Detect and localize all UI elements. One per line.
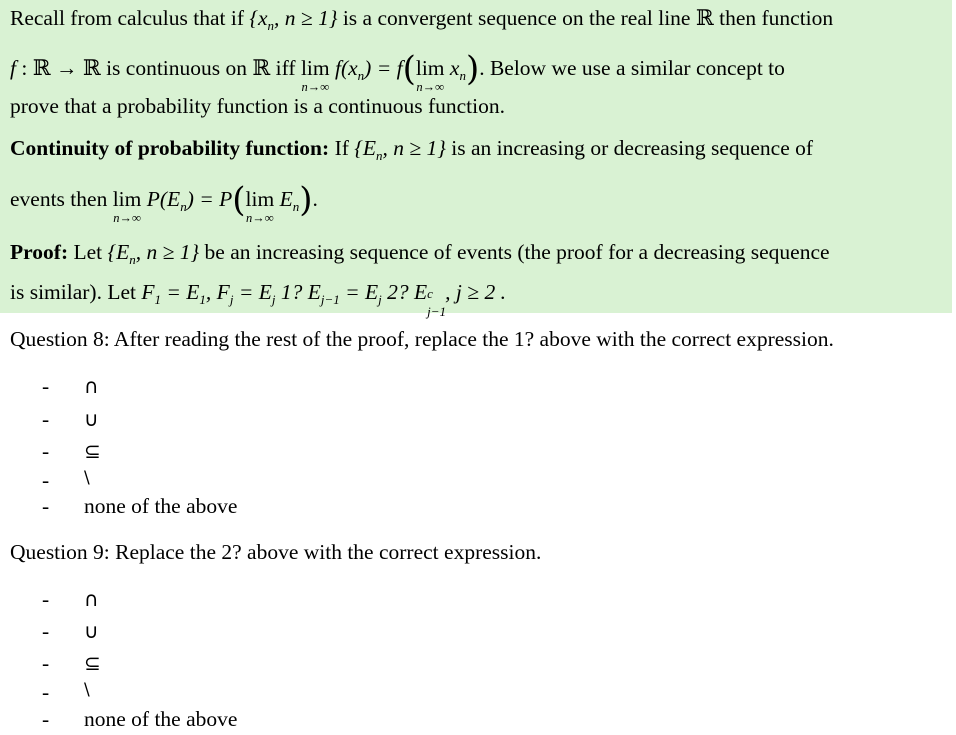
math-superscript: c	[427, 286, 433, 301]
bullet: -	[42, 619, 50, 643]
union-symbol: ∪	[84, 619, 99, 643]
math-expression: = E	[161, 280, 200, 304]
theorem-label: Continuity of probability function:	[10, 136, 330, 160]
math-sequence: {E	[107, 240, 130, 264]
limit-operator	[112, 187, 142, 225]
math-sequence: {E	[354, 136, 376, 160]
math-subscript: j−1	[427, 304, 447, 319]
question-9-text: Question 9: Replace the 2? above with the correct expression.	[10, 540, 542, 564]
intro-text: iff	[270, 56, 301, 80]
proof-line-2	[10, 280, 506, 319]
math-expression: f(x	[329, 56, 358, 80]
math-variable: x	[444, 56, 460, 80]
bullet: -	[42, 468, 50, 492]
bullet: -	[42, 707, 50, 731]
math-sequence-rest: , n ≥ 1}	[135, 240, 200, 264]
set-difference-symbol: \	[84, 468, 90, 488]
math-subscript: n	[376, 148, 383, 163]
bullet: -	[42, 587, 50, 611]
math-expression: ) = P	[186, 187, 233, 211]
intro-text: is a convergent sequence on the real line	[337, 6, 696, 30]
option-none-label: none of the above	[84, 494, 238, 518]
math-expression: = E	[233, 280, 272, 304]
theorem-line-2: events then lim n→∞ $P(E_n) = P(\lim$ n→∞ $E_n$).	[10, 180, 318, 225]
subset-symbol: ⊆	[84, 651, 101, 675]
subset-symbol: ⊆	[84, 439, 101, 463]
math-subscript: n	[180, 199, 187, 214]
lim-subscript: n→∞	[246, 211, 274, 225]
proof-label: Proof:	[10, 240, 69, 264]
math-sequence: {x	[249, 6, 268, 30]
math-variable: F	[141, 280, 155, 304]
math-sequence-rest: , n ≥ 1}	[382, 136, 446, 160]
theorem-text: is an increasing or decreasing sequence of	[445, 136, 814, 160]
lim-word: lim	[112, 187, 142, 211]
intro-text: . Below we use a similar concept to	[479, 56, 785, 80]
lim-word: lim	[245, 187, 275, 211]
intro-line-2: f : ℝ → ℝ is continuous on ℝ iff lim n→∞ $f(x_n) = f(\lim$ n→∞ $x_n$). Below we use a similar concept to	[10, 49, 785, 94]
proof-line-1	[10, 242, 830, 266]
option-none-label: none of the above	[84, 707, 238, 731]
math-subscript: j	[378, 292, 382, 307]
math-variable: E	[274, 187, 293, 211]
lim-word: lim	[415, 56, 445, 80]
theorem-line-1	[10, 138, 813, 162]
lim-subscript: n→∞	[113, 211, 141, 225]
set-difference-symbol: \	[84, 680, 90, 700]
math-subscript: j−1	[320, 292, 340, 307]
blank-1-expression: 1? E	[275, 280, 321, 304]
math-expression: ) = f	[364, 56, 403, 80]
math-subscript: 1	[154, 292, 162, 307]
math-subscript: n	[459, 68, 466, 83]
math-function-f: f	[10, 56, 16, 80]
question-8-text: Question 8: After reading the rest of the proof, replace the 1? above with the correct expression.	[10, 327, 834, 351]
math-subscript: 1	[199, 292, 206, 307]
math-subscript: j	[229, 292, 234, 307]
real-line-symbol: ℝ	[695, 6, 714, 31]
math-subscript: n	[357, 68, 365, 83]
math-expression: = E	[339, 280, 379, 304]
intro-text: is continuous on	[100, 56, 253, 80]
theorem-text: If	[329, 136, 355, 160]
math-subscript: n	[129, 252, 136, 267]
intro-text: then function	[713, 6, 834, 30]
intro-text: Recall from calculus that if	[10, 6, 250, 30]
union-symbol: ∪	[84, 407, 99, 431]
bullet: -	[42, 680, 50, 704]
bullet: -	[42, 651, 50, 675]
math-expression: , j ≥ 2 .	[445, 280, 506, 304]
math-expression: , F	[205, 280, 230, 304]
lim-subscript: n→∞	[416, 80, 445, 94]
blank-2-expression: 2? E	[381, 280, 428, 304]
theorem-text: events then	[10, 187, 113, 211]
proof-text: is similar). Let	[10, 280, 142, 304]
limit-operator	[300, 56, 330, 94]
lim-subscript: n→∞	[301, 80, 330, 94]
math-expression: P(E	[141, 187, 181, 211]
theorem-text: .	[312, 187, 318, 211]
limit-operator	[415, 56, 445, 94]
intersection-symbol: ∩	[84, 374, 99, 398]
proof-text: Let	[68, 240, 108, 264]
math-subscript: n	[267, 18, 275, 33]
limit-operator	[245, 187, 275, 225]
bullet: -	[42, 494, 50, 518]
real-line-symbol: ℝ	[252, 56, 271, 81]
intersection-symbol: ∩	[84, 587, 99, 611]
bullet: -	[42, 407, 50, 431]
bullet: -	[42, 439, 50, 463]
proof-text: be an increasing sequence of events (the proof for a decreasing sequence	[199, 240, 830, 264]
lim-word: lim	[300, 56, 330, 80]
bullet: -	[42, 374, 50, 398]
math-subscript: n	[292, 199, 300, 214]
math-sequence-rest: , n ≥ 1}	[274, 6, 338, 30]
math-mapping: : ℝ → ℝ	[15, 56, 101, 80]
intro-line-1	[10, 8, 833, 32]
math-subscript: j	[271, 292, 276, 307]
intro-line-3: prove that a probability function is a continuous function.	[10, 94, 505, 118]
